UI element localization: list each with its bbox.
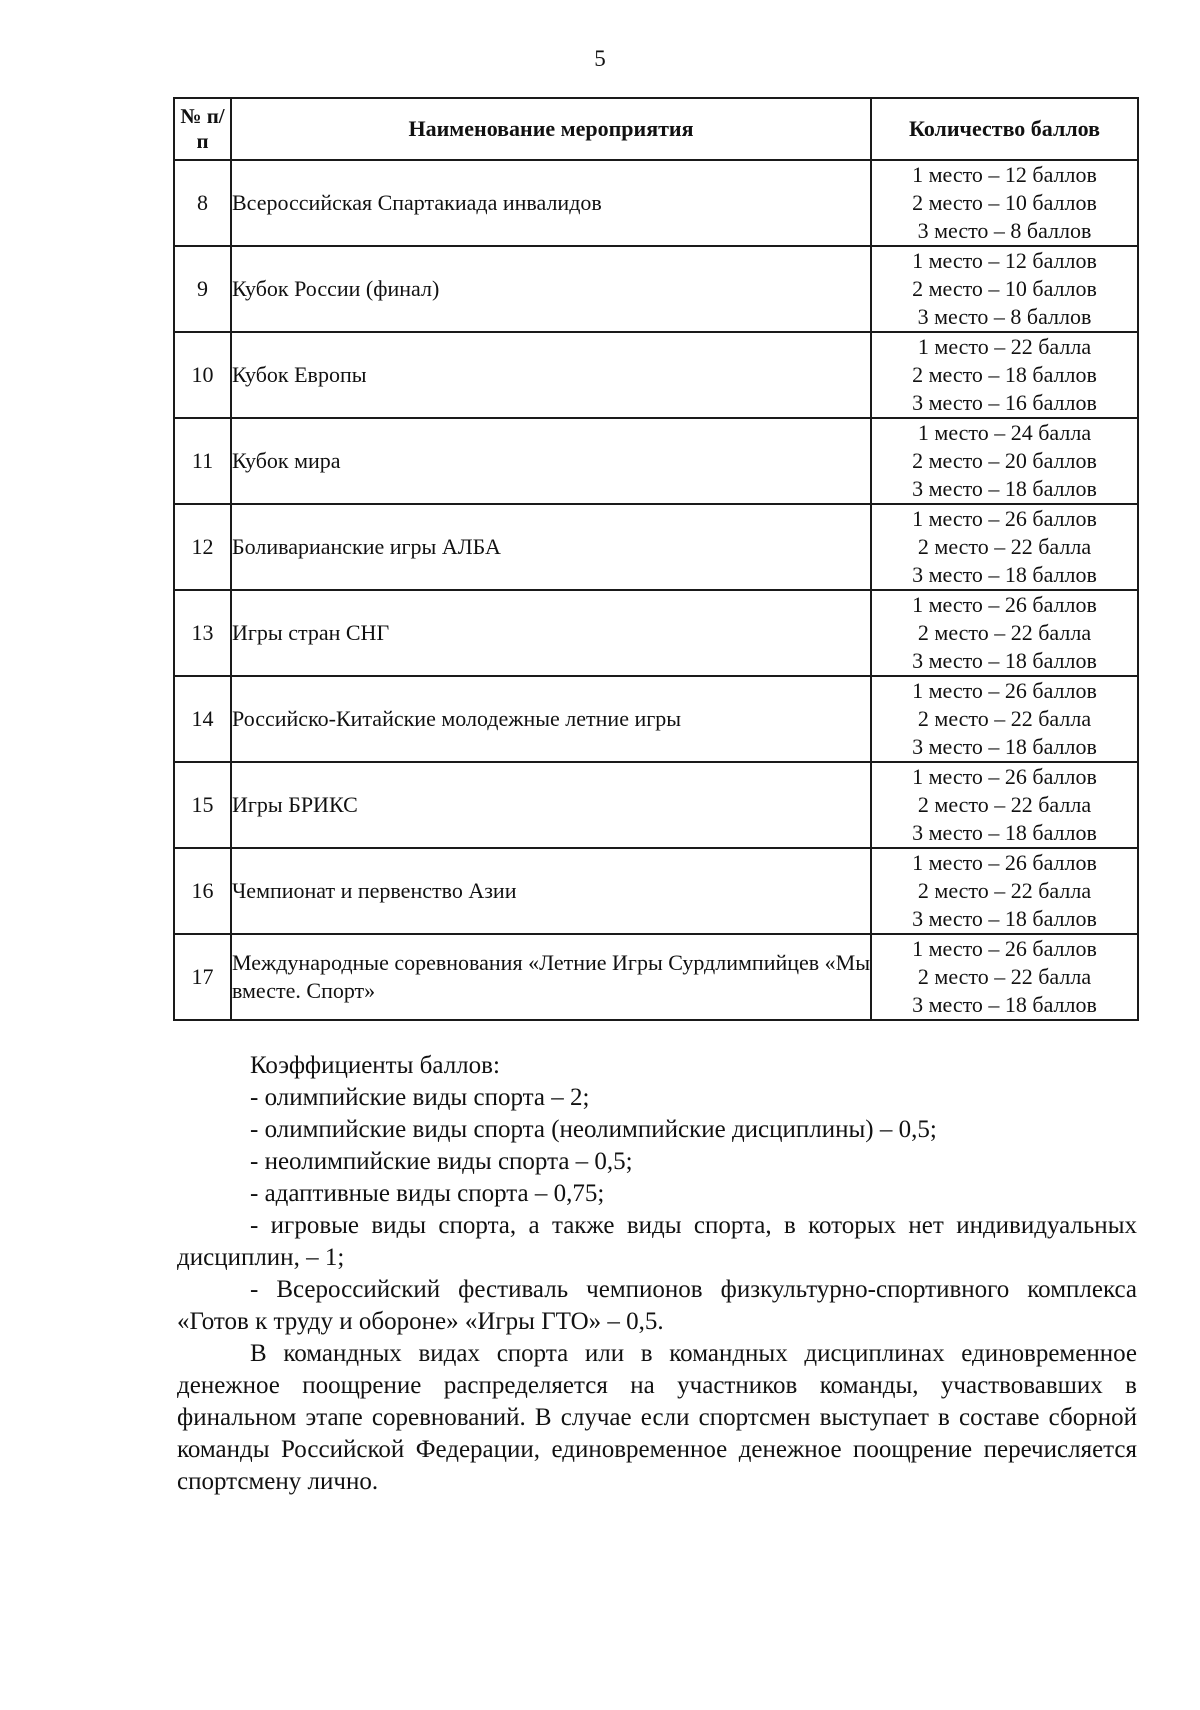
page-number: 5	[594, 46, 606, 71]
row-points	[871, 934, 1138, 1020]
table-row	[174, 676, 1138, 762]
points-place-1: 1 место – 26 баллов	[912, 678, 1097, 703]
points-place-2: 2 место – 10 баллов	[912, 190, 1097, 215]
row-name: Чемпионат и первенство Азии	[231, 848, 871, 934]
points-place-3: 3 место – 18 баллов	[912, 648, 1097, 673]
row-num: 12	[174, 504, 231, 590]
points-place-1: 1 место – 26 баллов	[912, 592, 1097, 617]
team-sports-paragraph: В командных видах спорта или в командных дисциплинах единовременное денежное поощрение распределяется на участников команды, участвовавших в финальном этапе соревнований. В случае если спортсмен выступает в составе сборной команды Российской Федерации, единовременное денежное поощрение перечисляется спортсмену лично.	[177, 1340, 1137, 1495]
row-name: Игры стран СНГ	[231, 590, 871, 676]
row-name: Кубок мира	[231, 418, 871, 504]
table-row	[174, 160, 1138, 246]
points-place-1: 1 место – 24 балла	[917, 420, 1092, 445]
row-num: 14	[174, 676, 231, 762]
points-place-3: 3 место – 8 баллов	[917, 304, 1092, 329]
awards-table	[173, 97, 1139, 1021]
table-row	[174, 332, 1138, 418]
row-points	[871, 848, 1138, 934]
row-name: Боливарианские игры АЛБА	[231, 504, 871, 590]
points-place-3: 3 место – 16 баллов	[912, 390, 1097, 415]
points-place-2: 2 место – 22 балла	[917, 878, 1092, 903]
table-row	[174, 246, 1138, 332]
coefficient-item: - адаптивные виды спорта – 0,75;	[250, 1180, 605, 1207]
points-place-1: 1 место – 12 баллов	[912, 248, 1097, 273]
header-num: № п/п	[174, 98, 231, 160]
points-place-3: 3 место – 8 баллов	[917, 218, 1092, 243]
row-num: 8	[174, 160, 231, 246]
table-row	[174, 590, 1138, 676]
table-row	[174, 504, 1138, 590]
table-row	[174, 762, 1138, 848]
row-name: Российско-Китайские молодежные летние игры	[231, 676, 871, 762]
points-place-3: 3 место – 18 баллов	[912, 820, 1097, 845]
points-place-2: 2 место – 22 балла	[917, 534, 1092, 559]
header-points: Количество баллов	[871, 98, 1138, 160]
points-place-2: 2 место – 20 баллов	[912, 448, 1097, 473]
table-row	[174, 848, 1138, 934]
points-place-3: 3 место – 18 баллов	[912, 906, 1097, 931]
points-place-3: 3 место – 18 баллов	[912, 476, 1097, 501]
row-num: 10	[174, 332, 231, 418]
points-place-2: 2 место – 18 баллов	[912, 362, 1097, 387]
row-num: 13	[174, 590, 231, 676]
coefficient-item: - неолимпийские виды спорта – 0,5;	[250, 1148, 633, 1175]
points-place-3: 3 место – 18 баллов	[912, 562, 1097, 587]
points-place-2: 2 место – 10 баллов	[912, 276, 1097, 301]
row-name: Кубок России (финал)	[231, 246, 871, 332]
coefficients-title: Коэффициенты баллов:	[250, 1052, 500, 1079]
points-place-2: 2 место – 22 балла	[917, 792, 1092, 817]
row-points	[871, 332, 1138, 418]
points-place-1: 1 место – 22 балла	[917, 334, 1092, 359]
points-place-2: 2 место – 22 балла	[917, 964, 1092, 989]
row-points	[871, 160, 1138, 246]
row-points	[871, 762, 1138, 848]
table-row	[174, 934, 1138, 1020]
points-place-1: 1 место – 26 баллов	[912, 764, 1097, 789]
coefficient-item: - Всероссийский фестиваль чемпионов физкультурно-спортивного комплекса «Готов к труду и обороне» «Игры ГТО» – 0,5.	[177, 1276, 1137, 1335]
points-place-2: 2 место – 22 балла	[917, 620, 1092, 645]
coefficient-item: - игровые виды спорта, а также виды спорта, в которых нет индивидуальных дисциплин, – 1;	[177, 1212, 1137, 1271]
row-num: 16	[174, 848, 231, 934]
row-num: 17	[174, 934, 231, 1020]
table-header-row	[174, 98, 1138, 160]
points-place-3: 3 место – 18 баллов	[912, 734, 1097, 759]
points-place-1: 1 место – 12 баллов	[912, 162, 1097, 187]
points-place-3: 3 место – 18 баллов	[912, 992, 1097, 1017]
points-place-1: 1 место – 26 баллов	[912, 936, 1097, 961]
row-name: Кубок Европы	[231, 332, 871, 418]
row-name: Международные соревнования «Летние Игры Сурдлимпийцев «Мы вместе. Спорт»	[231, 934, 871, 1020]
points-place-1: 1 место – 26 баллов	[912, 850, 1097, 875]
coefficient-item: - олимпийские виды спорта – 2;	[250, 1084, 590, 1111]
table-row	[174, 418, 1138, 504]
row-points	[871, 504, 1138, 590]
row-num: 11	[174, 418, 231, 504]
row-points	[871, 246, 1138, 332]
header-name: Наименование мероприятия	[231, 98, 871, 160]
row-num: 9	[174, 246, 231, 332]
row-name: Всероссийская Спартакиада инвалидов	[231, 160, 871, 246]
row-num: 15	[174, 762, 231, 848]
coefficients-section	[177, 1050, 1137, 1498]
points-place-2: 2 место – 22 балла	[917, 706, 1092, 731]
coefficient-item: - олимпийские виды спорта (неолимпийские дисциплины) – 0,5;	[250, 1116, 937, 1143]
row-points	[871, 676, 1138, 762]
row-points	[871, 418, 1138, 504]
row-points	[871, 590, 1138, 676]
row-name: Игры БРИКС	[231, 762, 871, 848]
points-place-1: 1 место – 26 баллов	[912, 506, 1097, 531]
